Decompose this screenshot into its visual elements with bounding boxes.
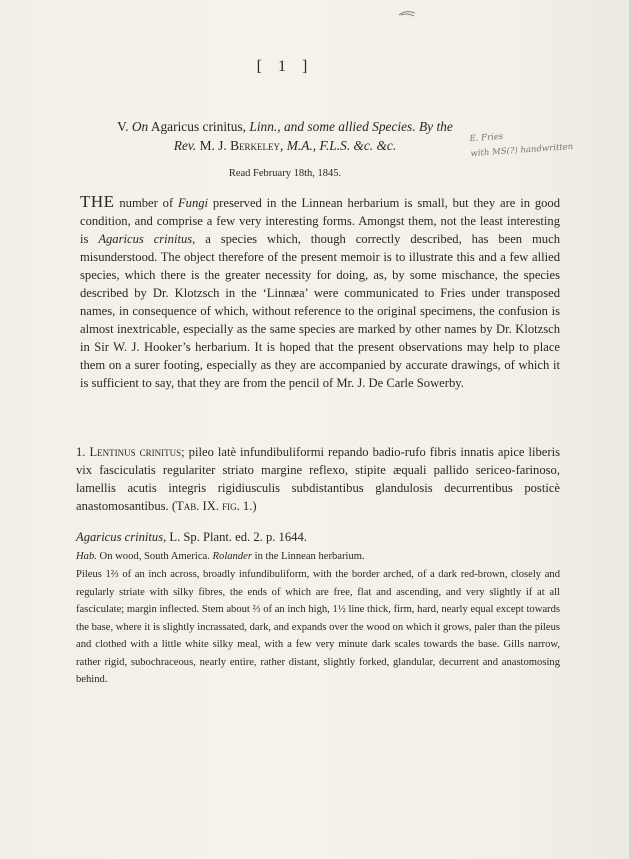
title-rest: , and some allied Species.	[277, 119, 416, 134]
title-topic: Agaricus crinitus	[150, 119, 243, 134]
ink-mark-icon	[398, 10, 416, 17]
habitat-label: Hab.	[76, 551, 97, 562]
title-author: M. J. Berkeley,	[199, 138, 284, 153]
read-date: Read February 18th, 1845.	[228, 168, 342, 179]
intro-text-1: number of	[114, 196, 178, 210]
intro-dropcap: THE	[80, 192, 115, 211]
title-quals: M.A., F.L.S. &c. &c.	[286, 138, 397, 153]
habitat-where: in the Linnean herbarium.	[251, 551, 365, 562]
title-by: By the	[418, 119, 453, 134]
synonym-line	[76, 528, 560, 546]
description-stem: Stem about ⅔ of an inch high, 1½ line thick, firm, hard, nearly equal except towards the base, where it is slightly incrassated, dark, and expands over the wood on which it grows, paler than the pileus and clothed with a little white silky meal, with a few very minute dark scales towards the base.	[76, 604, 560, 650]
habitat-line	[76, 549, 560, 565]
species-entry	[76, 443, 560, 515]
intro-paragraph	[80, 193, 560, 392]
annotation-line-1: E. Fries	[469, 131, 504, 145]
species-name: Lentinus crinitus	[89, 445, 182, 459]
title-on: On	[131, 119, 149, 134]
species-number: 1.	[76, 445, 86, 459]
description-gills: Gills narrow, rather rigid, subochraceous, nearly entire, rather distant, slightly forked, glandular, decurrent and anastomosing behind.	[76, 639, 560, 685]
intro-agaricus: Agaricus crinitus	[98, 232, 193, 246]
title-rev: Rev.	[173, 138, 197, 153]
intro-text-3: , a species which, though correctly described, has been much misunderstood. The object therefore of the present memoir is to illustrate this and a few allied species, which there is the greater necessity for doing, as, by some mischance, the species described by Dr. Klotzsch in the ‘Linnæa’ were communicated to Fries under transposed names, in consequence of which, without reference to the original specimens, the confusion is almost inextricable, especially as the same species are marked by other names by Dr. Klotzsch in Sir W. J. Hooker’s herbarium. It is hoped that the present observations may help to place them on a surer footing, especially as they are accompanied by accurate drawings, of which it is sufficient to say, that they are from the pencil of Mr. J. De Carle Sowerby.	[80, 232, 560, 390]
synonym-name: Agaricus crinitus	[76, 530, 164, 544]
description-paragraph	[76, 566, 560, 689]
annotation-line-2: with MS(?) handwritten	[470, 142, 574, 160]
habitat-collector: Rolander	[212, 551, 252, 562]
species-plate: (Tab. IX. fig. 1.)	[171, 499, 257, 513]
species-latin: ; pileo latè infundibuliformi repando badio-rufo fibris innatis apice liberis vix fasciculatis regulariter striato margine reflexo, stipite æquali pallido sericeo-farinoso, lamellis acutis integris rigidiusculis subdistantibus glandulosis decurrentibus posticè anastomosantibus.	[76, 445, 560, 513]
title-prefix: V.	[117, 119, 129, 134]
page-number: [ 1 ]	[256, 58, 314, 75]
habitat-text: On wood, South America.	[96, 551, 213, 562]
article-title: V. On Agaricus crinitus, Linn., and some allied Species. By the Rev. M. J. Berkeley, M.A., F.L.S. &c. &c.	[117, 119, 453, 153]
title-linn: Linn.	[249, 119, 278, 134]
intro-text-2: preserved in the Linnean herbarium is small, but they are in good condition, and comprise a few very interesting forms. Amongst them, not the least interesting is	[80, 196, 561, 246]
synonym-ref: , L. Sp. Plant. ed. 2. p. 1644.	[163, 530, 307, 544]
intro-fungi: Fungi	[177, 196, 209, 210]
description-pileus: Pileus 1⅔ of an inch across, broadly infundibuliform, with the border arched, of a dark red-brown, closely and regularly striate with silky fibres, the ends of which are free, flat and ascending, and very slightly if at all fasciculate; margin inflected.	[76, 569, 560, 615]
